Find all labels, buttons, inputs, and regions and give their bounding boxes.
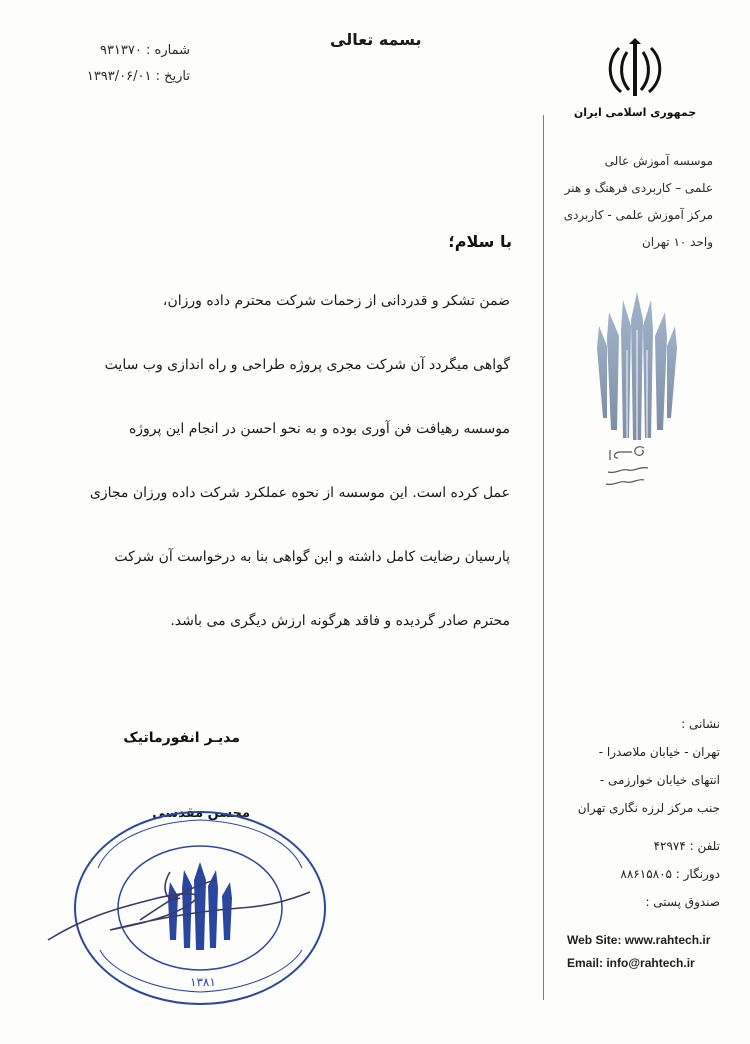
letter-number	[60, 38, 190, 64]
institution-line: علمی – کاربردی فرهنگ و هنر	[564, 181, 713, 195]
university-logo-caption-lettering	[598, 440, 658, 490]
po-box: صندوق پستی :	[645, 895, 720, 909]
phone-number: تلفن : ۴۲۹۷۴	[653, 839, 720, 853]
letter-meta	[60, 38, 190, 90]
institution-name	[553, 148, 713, 256]
letter-paragraph-line: پارسیان رضایت کامل داشته و این گواهی بنا به درخواست آن شرکت	[114, 549, 510, 565]
letter-date-value: ۱۳۹۳/۰۶/۰۱	[86, 69, 152, 84]
letter-date	[60, 64, 190, 90]
university-logo-icon	[597, 290, 677, 450]
stamp-year: ۱۳۸۱	[190, 975, 216, 989]
address-line: انتهای خیابان خوارزمی -	[599, 773, 720, 787]
letter-paragraph-line: محترم صادر گردیده و فاقد هرگونه ارزش دیگری می باشد.	[170, 613, 510, 629]
letter-date-label: تاریخ :	[155, 69, 190, 84]
email-link[interactable]: Email: info@rahtech.ir	[567, 956, 695, 970]
fax-number: دورنگار : ۸۸۶۱۵۸۰۵	[620, 867, 720, 881]
institution-line: مرکز آموزش علمی - کاربردی	[563, 208, 713, 222]
signer-title: مدیـر انفورماتیک	[123, 730, 240, 746]
sidebar-divider	[543, 115, 544, 1000]
contact-block	[555, 710, 720, 916]
letter-number-value: ۹۳۱۳۷۰	[99, 43, 142, 58]
letter-body	[30, 276, 510, 660]
letter-number-label: شماره :	[146, 43, 190, 58]
letter-paragraph-line: گواهی میگردد آن شرکت مجری پروژه طراحی و راه اندازی وب سایت	[104, 357, 510, 373]
web-contact	[567, 929, 727, 975]
website-link[interactable]: Web Site: www.rahtech.ir	[567, 933, 711, 947]
country-name: جمهوری اسلامی ایران	[573, 106, 697, 119]
address-line: تهران - خیابان ملاصدرا -	[598, 745, 720, 759]
letter-greeting: با سلام؛	[448, 232, 512, 251]
official-stamp-icon	[40, 800, 330, 1010]
letter-paragraph-line: ضمن تشکر و قدردانی از زحمات شرکت محترم داده ورزان،	[162, 293, 510, 309]
address-line: جنب مرکز لرزه نگاری تهران	[577, 801, 720, 815]
bismillah-heading: بسمه تعالی	[330, 30, 422, 49]
iran-emblem-icon	[605, 38, 665, 100]
contact-spacer	[555, 822, 720, 832]
address-label: نشانی :	[681, 717, 720, 731]
signer-name: محسن مقدسی	[152, 806, 250, 821]
letter-paragraph-line: موسسه رهیافت فن آوری بوده و به نحو احسن در انجام این پروژه	[128, 421, 510, 437]
letter-paragraph-line: عمل کرده است. این موسسه از نحوه عملکرد شرکت داده ورزان مجازی	[89, 485, 510, 501]
institution-line: موسسه آموزش عالی	[604, 154, 713, 168]
institution-line: واحد ۱۰ تهران	[641, 235, 713, 249]
